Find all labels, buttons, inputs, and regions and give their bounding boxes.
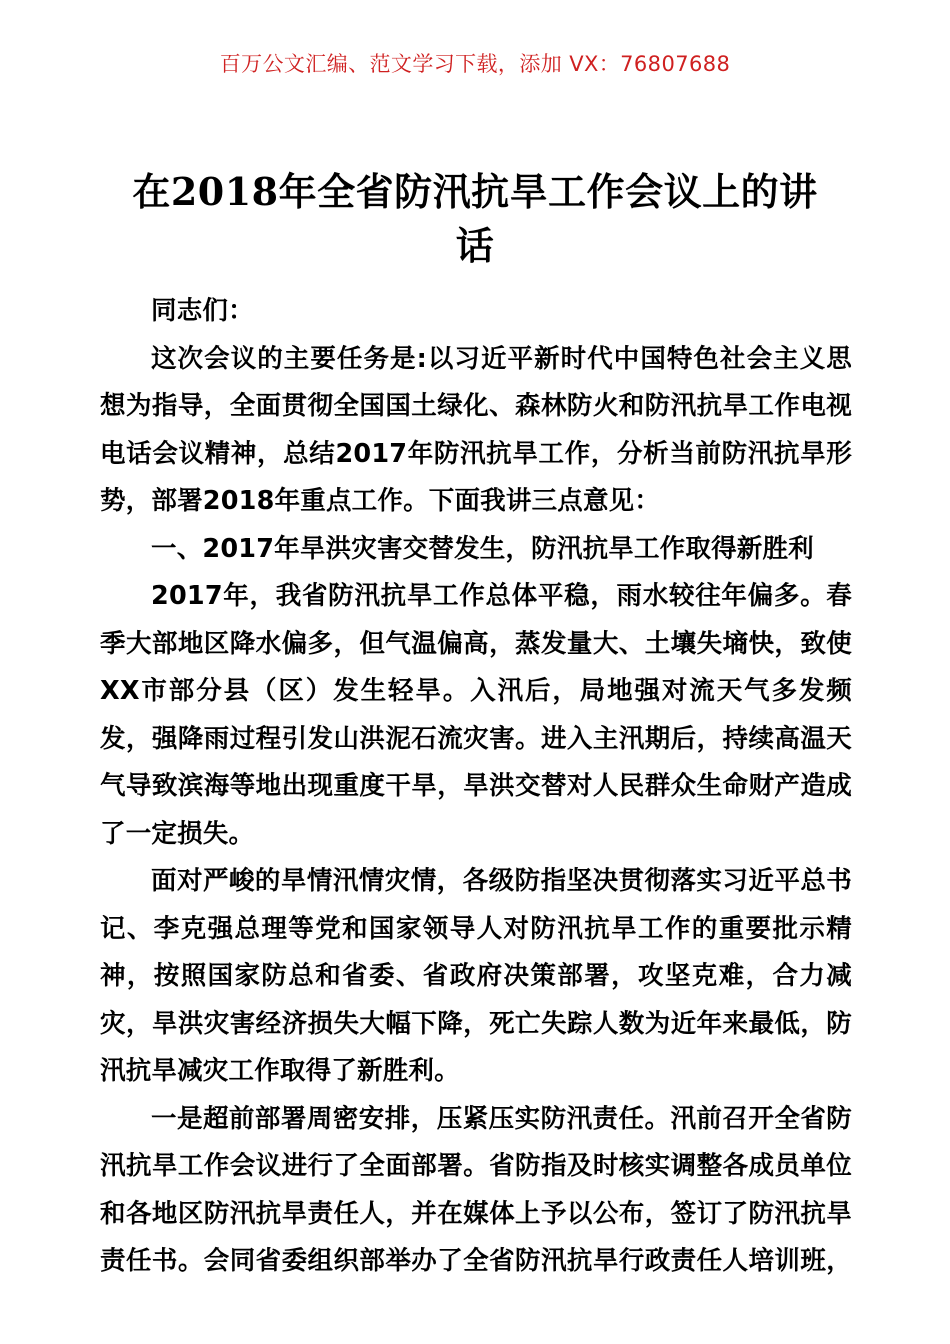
paragraph-response: 面对严峻的旱情汛情灾情，各级防指坚决贯彻落实习近平总书记、李克强总理等党和国家领导人对防汛抗旱工作的重要批示精神，按照国家防总和省委、省政府决策部署，攻坚克难，合力减灾，旱洪灾害经济损失大幅下降，死亡失踪人数为近年来最低，防汛抗旱减灾工作取得了新胜利。 — [100, 866, 852, 1086]
document-title: 在2018年全省防汛抗旱工作会议上的讲话 — [132, 169, 818, 269]
paragraph-section-one-heading: 一、2017年旱洪灾害交替发生，防汛抗旱工作取得新胜利 — [151, 533, 814, 564]
promo-watermark-text: 百万公文汇编、范文学习下载，添加 VX：76807688 — [219, 52, 731, 76]
paragraph-2017-overview: 2017年，我省防汛抗旱工作总体平稳，雨水较往年偏多。春季大部地区降水偏多，但气温偏高，蒸发量大、土壤失墒快，致使XX市部分县（区）发生轻旱。入汛后，局地强对流天气多发频发，强降雨过程引发山洪泥石流灾害。进入主汛期后，持续高温天气导致滨海等地出现重度干旱，旱洪交替对人民群众生命财产造成了一定损失。 — [100, 581, 852, 849]
paragraph-meeting-purpose: 这次会议的主要任务是:以习近平新时代中国特色社会主义思想为指导，全面贯彻全国国土绿化、森林防火和防汛抗旱工作电视电话会议精神，总结2017年防汛抗旱工作，分析当前防汛抗旱形势，部署2018年重点工作。下面我讲三点意见： — [100, 343, 852, 516]
document-body — [100, 288, 852, 1286]
paragraph-point-one: 一是超前部署周密安排，压紧压实防汛责任。汛前召开全省防汛抗旱工作会议进行了全面部署。省防指及时核实调整各成员单位和各地区防汛抗旱责任人，并在媒体上予以公布，签订了防汛抗旱责任书。会同省委组织部举办了全省防汛抗旱行政责任人培训班， — [100, 1103, 852, 1276]
paragraph-salutation: 同志们： — [151, 296, 254, 326]
